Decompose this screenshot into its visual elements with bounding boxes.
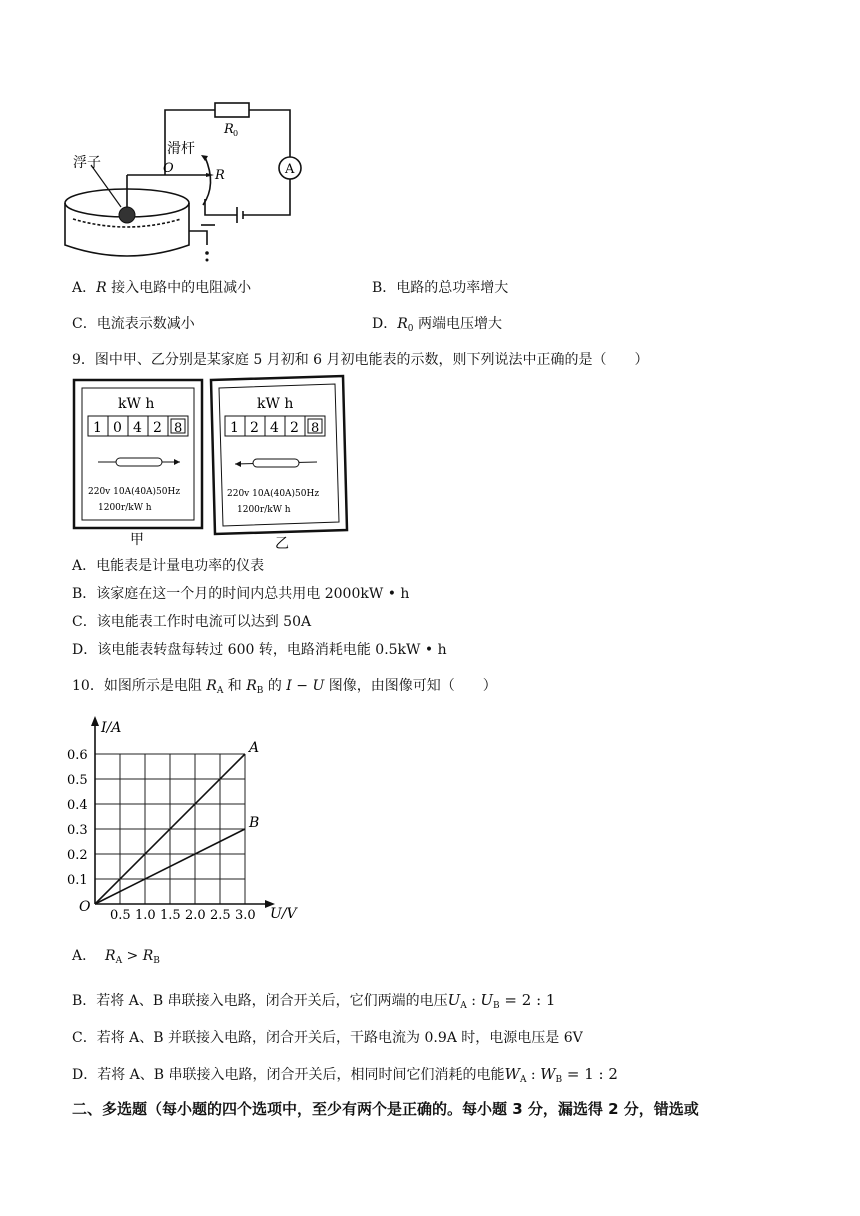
q9-option-b[interactable]: B．该家庭在这一个月的时间内总共用电 2000kW • h [72,586,410,602]
y-tick-label: 0.2 [67,848,88,863]
section-2-heading: 二、多选题（每小题的四个选项中，至少有两个是正确的。每小题 3 分，漏选得 2 分，错选或 [72,1100,699,1118]
meter-jia-rate: 1200r/kW h [98,503,152,513]
float-circuit-figure [55,95,315,265]
y-tick-label: 0.1 [67,873,88,888]
q9-option-a[interactable]: A．电能表是计量电功率的仪表 [72,558,265,574]
meter-yi-unit: kW h [257,396,294,412]
meter-jia-caption: 甲 [130,532,144,548]
q9-stem: 9．图中甲、乙分别是某家庭 5 月初和 6 月初电能表的示数，则下列说法中正确的是（ ） [72,352,649,368]
q8-option-b[interactable]: B．电路的总功率增大 [372,280,509,296]
q8-option-d[interactable]: D．$R_0$ 两端电压增大 [372,316,502,334]
chart-ylabel: I/A [101,720,122,736]
y-tick-label: 0.5 [67,773,88,788]
x-tick-label: 3.0 [235,908,256,922]
y-tick-label: 0.3 [67,823,88,838]
y-tick-label: 0.6 [67,748,88,763]
meter-yi-digit: 8 [311,421,320,436]
x-tick-label: 1.5 [160,908,181,922]
q10-option-b[interactable]: B．若将 A、B 串联接入电路，闭合开关后，它们两端的电压$U_A$ : $U_B = 2$ : 1 [72,991,556,1011]
meter-jia-unit: kW h [118,396,155,412]
meter-yi-digit: 4 [270,420,279,436]
meter-yi [205,370,350,554]
meter-jia-digit: 0 [113,420,122,436]
x-tick-label: 2.0 [185,908,206,922]
meter-yi-digit: 1 [230,420,239,436]
series-label-B: B [249,815,260,831]
meter-yi-rate: 1200r/kW h [237,505,291,515]
meter-jia-spec: 220v 10A(40A)50Hz [88,487,181,497]
q10-option-d[interactable]: D．若将 A、B 串联接入电路，闭合开关后，相同时间它们消耗的电能$W_A$ : $W_B = 1$ : 2 [72,1065,618,1085]
q10-stem: 10．如图所示是电阻 $R_A$ 和 $R_B$ 的 I − U 图像，由图像可知（ ） [72,678,497,696]
q10-option-a[interactable]: A． $R_A > R_B$ [72,948,160,966]
rod-label: 滑杆 [167,141,195,157]
ammeter-label: A [285,162,295,177]
q10-option-c[interactable]: C．若将 A、B 并联接入电路，闭合开关后，干路电流为 0.9A 时，电源电压是 6V [72,1030,583,1046]
r0-label-sub: 0 [233,129,239,138]
x-tick-label: 2.5 [210,908,231,922]
pivot-label: O [163,161,174,176]
q8-option-a[interactable]: A．R 接入电路中的电阻减小 [72,280,252,296]
q8-option-c[interactable]: C．电流表示数减小 [72,316,195,332]
series-label-A: A [249,740,260,756]
chart-origin: O [79,899,91,915]
meter-jia [72,378,204,548]
float-label: 浮子 [73,155,101,171]
meter-jia-digit: 1 [93,420,102,436]
meter-yi-digit: 2 [250,420,259,436]
x-tick-label: 1.0 [135,908,156,922]
meter-jia-digit: 2 [153,420,162,436]
meter-yi-spec: 220v 10A(40A)50Hz [227,489,320,499]
iu-chart [65,712,315,922]
meter-yi-caption: 乙 [275,536,289,552]
meter-jia-digit: 8 [174,421,183,436]
r-label: R [215,168,225,183]
y-tick-label: 0.4 [67,798,88,813]
meter-yi-digit: 2 [290,420,299,436]
q9-option-c[interactable]: C．该电能表工作时电流可以达到 50A [72,614,312,630]
q9-option-d[interactable]: D．该电能表转盘每转过 600 转，电路消耗电能 0.5kW • h [72,642,447,658]
r0-label: R [224,122,234,137]
chart-xlabel: U/V [270,906,297,922]
meter-jia-digit: 4 [133,420,142,436]
x-tick-label: 0.5 [110,908,131,922]
